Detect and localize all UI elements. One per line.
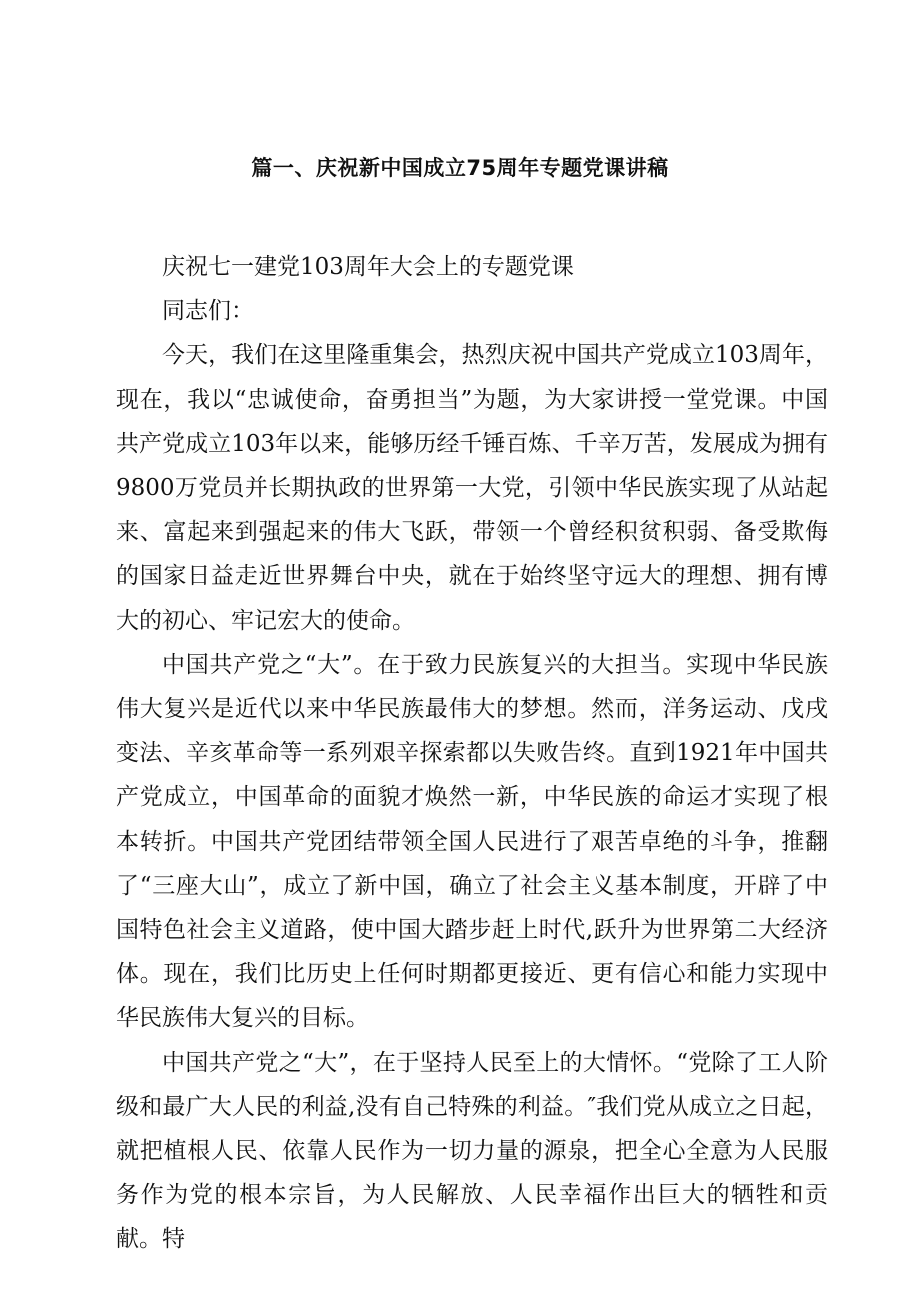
- document-body: [116, 245, 828, 1262]
- salutation: 同志们：: [162, 298, 254, 325]
- paragraph-2: 中国共产党之“大”。在于致力民族复兴的大担当。实现中华民族伟大复兴是近代以来中华民族最伟大的梦想。然而，洋务运动、戊戌变法、辛亥革命等一系列艰辛探索都以失败告终。直到1921年中国共产党成立，中国革命的面貌才焕然一新，中华民族的命运才实现了根本转折。中国共产党团结带领全国人民进行了艰苦卓绝的斗争，推翻了“三座大山”，成立了新中国，确立了社会主义基本制度，开辟了中国特色社会主义道路，使中国大踏步赶上时代,跃升为世界第二大经济体。现在，我们比历史上任何时期都更接近、更有信心和能力实现中华民族伟大复兴的目标。: [116, 651, 828, 1032]
- paragraph-3: 中国共产党之“大”，在于坚持人民至上的大情怀。“党除了工人阶级和最广大人民的利益,没有自己特殊的利益。″我们党从成立之日起，就把植根人民、依靠人民作为一切力量的源泉，把全心全意为人民服务作为党的根本宗旨，为人民解放、人民幸福作出巨大的牺牲和贡献。特: [116, 1049, 828, 1253]
- subtitle: 庆祝七一建党103周年大会上的专题党课: [162, 254, 574, 280]
- paragraph-1: 今天，我们在这里隆重集会，热烈庆祝中国共产党成立103周年，现在，我以“忠诚使命，奋勇担当”为题，为大家讲授一堂党课。中国共产党成立103年以来，能够历经千锤百炼、千辛万苦，发展成为拥有9800万党员并长期执政的世界第一大党，引领中华民族实现了从站起来、富起来到强起来的伟大飞跃，带领一个曾经积贫积弱、备受欺侮的国家日益走近世界舞台中央，就在于始终坚守远大的理想、拥有博大的初心、牢记宏大的使命。: [116, 342, 828, 634]
- document-title: 篇一、庆祝新中国成立75周年专题党课讲稿: [251, 156, 669, 180]
